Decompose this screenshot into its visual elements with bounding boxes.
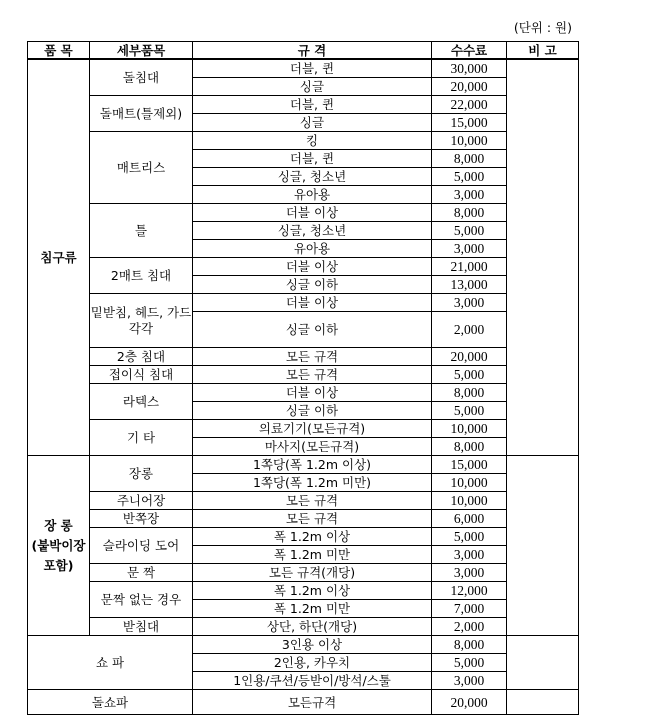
fee-cell: 21,000 xyxy=(432,258,507,276)
spec-cell: 싱글, 청소년 xyxy=(193,168,432,186)
fee-cell: 3,000 xyxy=(432,186,507,204)
fee-cell: 7,000 xyxy=(432,600,507,618)
spec-cell: 1쪽당(폭 1.2m 미만) xyxy=(193,474,432,492)
spec-cell: 모든 규격 xyxy=(193,366,432,384)
table-row xyxy=(28,528,579,546)
spec-cell: 더블 이상 xyxy=(193,294,432,312)
subitem-cell: 틀 xyxy=(90,204,193,258)
fee-cell: 3,000 xyxy=(432,672,507,690)
spec-cell: 더블, 퀸 xyxy=(193,96,432,114)
header-remark: 비 고 xyxy=(507,42,579,60)
fee-cell: 8,000 xyxy=(432,384,507,402)
fee-cell: 22,000 xyxy=(432,96,507,114)
table-row xyxy=(28,348,579,366)
sofa-cell: 쇼 파 xyxy=(28,636,193,690)
fee-cell: 5,000 xyxy=(432,654,507,672)
subitem-cell: 돌침대 xyxy=(90,59,193,96)
spec-cell: 더블, 퀸 xyxy=(193,59,432,78)
fee-cell: 3,000 xyxy=(432,240,507,258)
spec-cell: 모든 규격 xyxy=(193,348,432,366)
fee-cell: 3,000 xyxy=(432,564,507,582)
fee-cell: 5,000 xyxy=(432,528,507,546)
spec-cell: 모든 규격 xyxy=(193,492,432,510)
spec-cell: 싱글 이하 xyxy=(193,402,432,420)
table-row xyxy=(28,258,579,276)
remark-cell xyxy=(507,636,579,690)
spec-cell: 모든규격 xyxy=(193,690,432,715)
subitem-cell: 반쪽장 xyxy=(90,510,193,528)
spec-cell: 모든 규격(개당) xyxy=(193,564,432,582)
table-row xyxy=(28,59,579,78)
subitem-cell: 장롱 xyxy=(90,456,193,492)
fee-cell: 5,000 xyxy=(432,168,507,186)
spec-cell: 의료기기(모든규격) xyxy=(193,420,432,438)
fee-table-body xyxy=(28,59,579,715)
spec-cell: 상단, 하단(개당) xyxy=(193,618,432,636)
fee-cell: 10,000 xyxy=(432,474,507,492)
spec-cell: 폭 1.2m 미만 xyxy=(193,600,432,618)
subitem-cell: 매트리스 xyxy=(90,132,193,204)
subitem-cell: 문짝 없는 경우 xyxy=(90,582,193,618)
spec-cell: 싱글, 청소년 xyxy=(193,222,432,240)
header-row xyxy=(28,42,579,60)
table-row xyxy=(28,294,579,312)
spec-cell: 3인용 이상 xyxy=(193,636,432,654)
subitem-cell: 슬라이딩 도어 xyxy=(90,528,193,564)
subitem-cell: 접이식 침대 xyxy=(90,366,193,384)
table-row xyxy=(28,564,579,582)
fee-cell: 30,000 xyxy=(432,59,507,78)
header-fee: 수수료 xyxy=(432,42,507,60)
stone-sofa-cell: 돌쇼파 xyxy=(28,690,193,715)
fee-table xyxy=(27,41,579,715)
category-name: 장 롱 xyxy=(44,517,73,533)
fee-cell: 20,000 xyxy=(432,348,507,366)
category-name: (붙박이장 xyxy=(31,537,86,553)
spec-cell: 싱글 이하 xyxy=(193,276,432,294)
spec-cell: 유아용 xyxy=(193,186,432,204)
fee-cell: 5,000 xyxy=(432,402,507,420)
unit-note: (단위 : 원) xyxy=(513,20,572,35)
spec-cell: 폭 1.2m 미만 xyxy=(193,546,432,564)
fee-cell: 3,000 xyxy=(432,546,507,564)
table-row xyxy=(28,690,579,715)
fee-cell: 8,000 xyxy=(432,636,507,654)
header-subitem: 세부품목 xyxy=(90,42,193,60)
table-row xyxy=(28,492,579,510)
fee-cell: 10,000 xyxy=(432,420,507,438)
spec-cell: 싱글 xyxy=(193,78,432,96)
spec-cell: 더블 이상 xyxy=(193,258,432,276)
spec-cell: 모든 규격 xyxy=(193,510,432,528)
spec-cell: 2인용, 카우치 xyxy=(193,654,432,672)
header-spec: 규 격 xyxy=(193,42,432,60)
fee-cell: 5,000 xyxy=(432,366,507,384)
fee-cell: 10,000 xyxy=(432,492,507,510)
spec-cell: 싱글 xyxy=(193,114,432,132)
category-cell xyxy=(28,456,90,636)
table-row xyxy=(28,636,579,654)
spec-cell: 더블 이상 xyxy=(193,384,432,402)
subitem-cell: 라텍스 xyxy=(90,384,193,420)
table-row xyxy=(28,618,579,636)
subitem-cell: 문 짝 xyxy=(90,564,193,582)
remark-cell xyxy=(507,690,579,715)
fee-cell: 8,000 xyxy=(432,438,507,456)
subitem-cell: 2층 침대 xyxy=(90,348,193,366)
fee-cell: 15,000 xyxy=(432,456,507,474)
subitem-cell: 밑받침, 헤드, 가드 각각 xyxy=(90,294,193,348)
fee-cell: 15,000 xyxy=(432,114,507,132)
table-row xyxy=(28,384,579,402)
spec-cell: 1쪽당(폭 1.2m 이상) xyxy=(193,456,432,474)
spec-cell: 1인용/쿠션/등받이/방석/스툴 xyxy=(193,672,432,690)
fee-cell: 12,000 xyxy=(432,582,507,600)
fee-cell: 8,000 xyxy=(432,150,507,168)
subitem-cell: 기 타 xyxy=(90,420,193,456)
fee-cell: 20,000 xyxy=(432,690,507,715)
fee-cell: 2,000 xyxy=(432,618,507,636)
category-name: 침구류 xyxy=(40,249,77,265)
spec-cell: 폭 1.2m 이상 xyxy=(193,528,432,546)
spec-cell: 더블 이상 xyxy=(193,204,432,222)
subitem-cell: 2매트 침대 xyxy=(90,258,193,294)
table-row xyxy=(28,204,579,222)
fee-cell: 8,000 xyxy=(432,204,507,222)
spec-cell: 킹 xyxy=(193,132,432,150)
spec-cell: 더블, 퀸 xyxy=(193,150,432,168)
fee-cell: 2,000 xyxy=(432,312,507,348)
spec-cell: 유아용 xyxy=(193,240,432,258)
table-row xyxy=(28,510,579,528)
category-name: 포함) xyxy=(43,557,74,573)
spec-cell: 싱글 이하 xyxy=(193,312,432,348)
spec-cell: 마사지(모든규격) xyxy=(193,438,432,456)
remark-cell xyxy=(507,456,579,636)
table-row xyxy=(28,456,579,474)
table-row xyxy=(28,582,579,600)
table-row xyxy=(28,132,579,150)
spec-cell: 폭 1.2m 이상 xyxy=(193,582,432,600)
remark-cell xyxy=(507,59,579,456)
fee-cell: 13,000 xyxy=(432,276,507,294)
subitem-cell: 받침대 xyxy=(90,618,193,636)
table-row xyxy=(28,420,579,438)
fee-cell: 5,000 xyxy=(432,222,507,240)
category-cell xyxy=(28,59,90,456)
fee-cell: 20,000 xyxy=(432,78,507,96)
subitem-cell: 돌매트(틀제외) xyxy=(90,96,193,132)
fee-cell: 3,000 xyxy=(432,294,507,312)
subitem-cell: 주니어장 xyxy=(90,492,193,510)
fee-cell: 6,000 xyxy=(432,510,507,528)
fee-cell: 10,000 xyxy=(432,132,507,150)
header-item: 품 목 xyxy=(28,42,90,60)
table-row xyxy=(28,96,579,114)
table-row xyxy=(28,366,579,384)
